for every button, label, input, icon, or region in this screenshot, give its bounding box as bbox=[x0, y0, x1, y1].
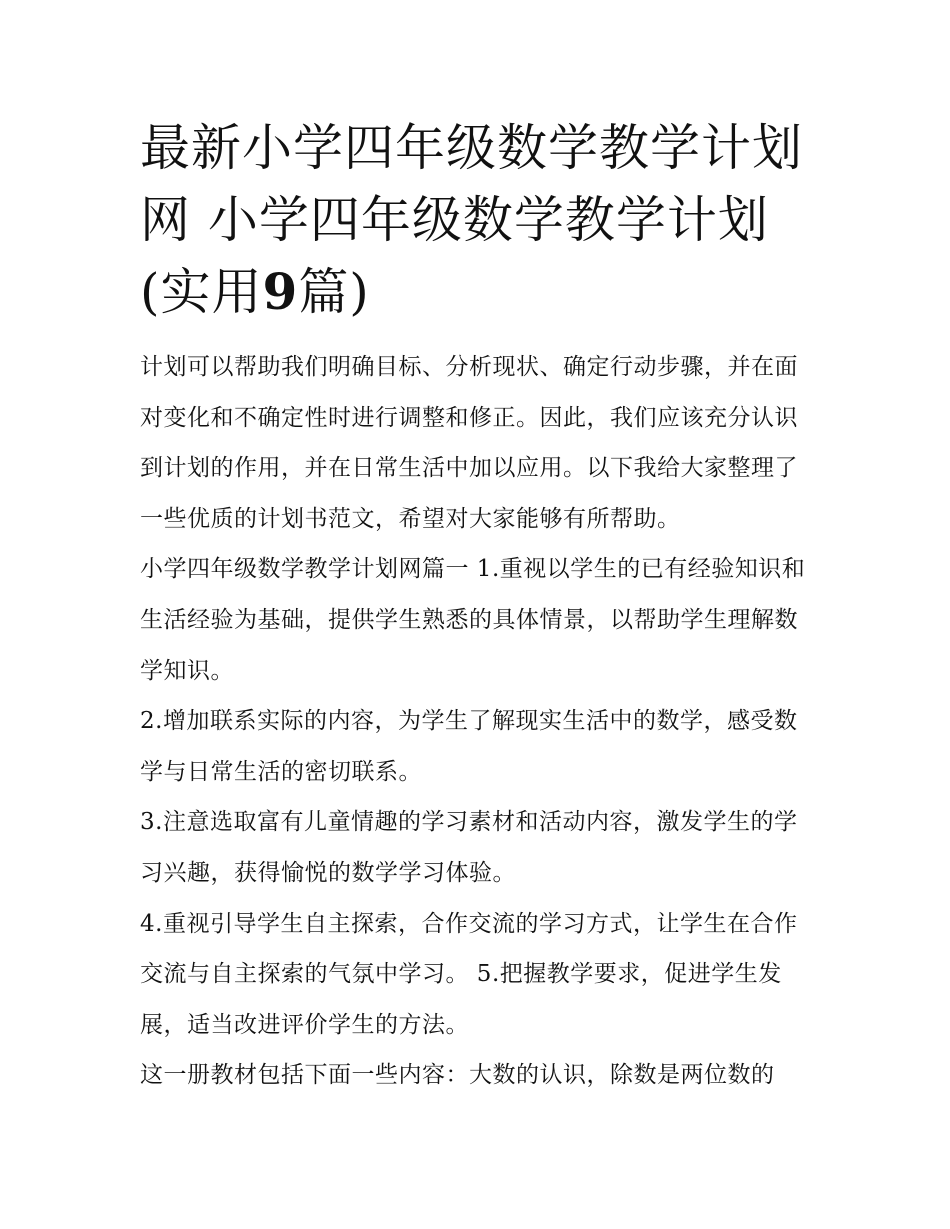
document-title bbox=[140, 112, 820, 328]
title-number: 9 bbox=[262, 262, 299, 321]
title-main: 最新小学四年级数学教学计划网 小学四年级数学教学计划 bbox=[140, 119, 803, 249]
paragraph-item-3: 3.注意选取富有儿童情趣的学习素材和活动内容，激发学生的学习兴趣，获得愉悦的数学学习体验。 bbox=[140, 809, 798, 886]
title-paren-close: 篇) bbox=[298, 263, 370, 321]
paragraph-contents: 这一册教材包括下面一些内容：大数的认识，除数是两位数的 bbox=[140, 1062, 775, 1089]
paragraph-intro: 计划可以帮助我们明确目标、分析现状、确定行动步骤，并在面对变化和不确定性时进行调整和修正。因此，我们应该充分认识到计划的作用，并在日常生活中加以应用。以下我给大家整理了一些优质的计划书范文，希望对大家能够有所帮助。 bbox=[140, 354, 798, 532]
paragraph-item-4-5: 4.重视引导学生自主探索，合作交流的学习方式，让学生在合作交流与自主探索的气氛中学习。 5.把握教学要求，促进学生发展，适当改进评价学生的方法。 bbox=[140, 910, 798, 1038]
paragraph-item-1: 小学四年级数学教学计划网篇一 1.重视以学生的已有经验知识和生活经验为基础，提供学生熟悉的具体情景，以帮助学生理解数学知识。 bbox=[140, 556, 806, 684]
document-page bbox=[140, 112, 820, 1101]
title-paren-open: (实用 bbox=[140, 263, 263, 321]
paragraph-item-2: 2.增加联系实际的内容，为学生了解现实生活中的数学，感受数学与日常生活的密切联系。 bbox=[140, 708, 798, 785]
